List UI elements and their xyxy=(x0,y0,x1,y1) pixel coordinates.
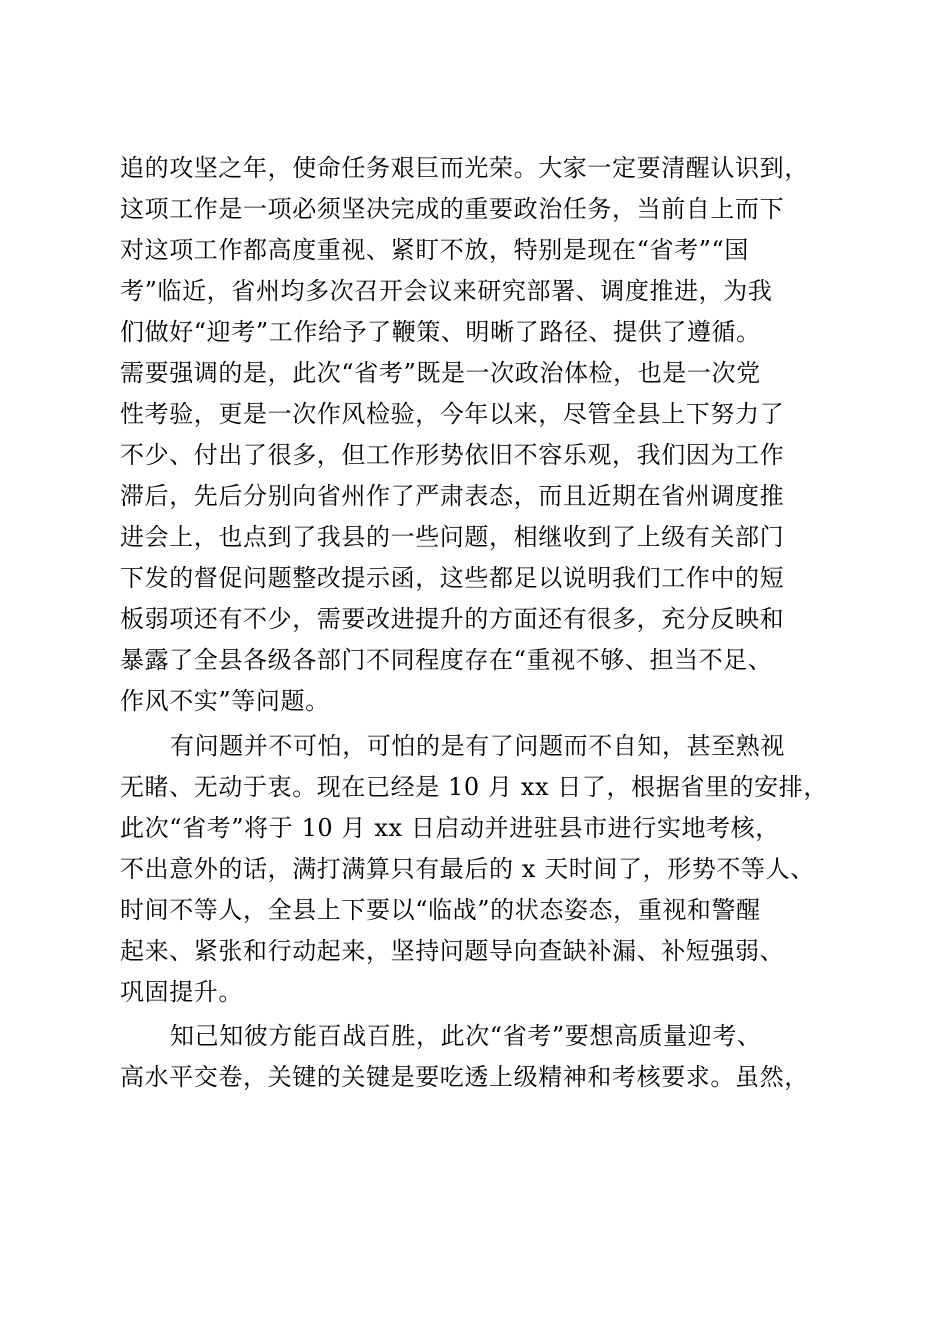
paragraph-1-line-11: 下发的督促问题整改提示函，这些都足以说明我们工作中的短 xyxy=(120,564,785,592)
paragraph-2-line-5: 时间不等人，全县上下要以“临战”的状态姿态，重视和警醒 xyxy=(120,896,761,924)
paragraph-1-line-12: 板弱项还有不少，需要改进提升的方面还有很多，充分反映和 xyxy=(120,605,785,633)
paragraph-2-line-3: 此次“省考”将于 10 月 xx 日启动并进驻县市进行实地考核， xyxy=(120,814,780,842)
paragraph-3-line-2: 高水平交卷，关键的关键是要吃透上级精神和考核要求。虽然， xyxy=(120,1063,809,1091)
paragraph-3-line-1: 知己知彼方能百战百胜，此次“省考”要想高质量迎考、 xyxy=(170,1022,762,1050)
paragraph-1-line-1: 追的攻坚之年，使命任务艰巨而光荣。大家一定要清醒认识到， xyxy=(120,154,809,182)
paragraph-1-line-3: 对这项工作都高度重视、紧盯不放，特别是现在“省考”“国 xyxy=(120,236,750,264)
paragraph-1-line-2: 这项工作是一项必须坚决完成的重要政治任务，当前自上而下 xyxy=(120,195,785,223)
paragraph-1-line-14: 作风不实”等问题。 xyxy=(120,687,330,715)
paragraph-1-line-10: 进会上，也点到了我县的一些问题，相继收到了上级有关部门 xyxy=(120,523,785,551)
paragraph-1-line-7: 性考验，更是一次作风检验，今年以来，尽管全县上下努力了 xyxy=(120,400,785,428)
paragraph-2-line-6: 起来、紧张和行动起来，坚持问题导向查缺补漏、补短强弱、 xyxy=(120,937,785,965)
paragraph-2-line-2: 无睹、无动于衷。现在已经是 10 月 xx 日了，根据省里的安排， xyxy=(120,773,828,801)
paragraph-1-line-9: 滞后，先后分别向省州作了严肃表态，而且近期在省州调度推 xyxy=(120,482,785,510)
paragraph-2-line-1: 有问题并不可怕，可怕的是有了问题而不自知，甚至熟视 xyxy=(170,732,785,760)
paragraph-2-line-7: 巩固提升。 xyxy=(120,978,243,1006)
paragraph-1-line-13: 暴露了全县各级各部门不同程度存在“重视不够、担当不足、 xyxy=(120,646,773,674)
paragraph-1-line-6: 需要强调的是，此次“省考”既是一次政治体检，也是一次党 xyxy=(120,359,761,387)
paragraph-1-line-4: 考”临近，省州均多次召开会议来研究部署、调度推进，为我 xyxy=(120,277,773,305)
paragraph-1-line-8: 不少、付出了很多，但工作形势依旧不容乐观，我们因为工作 xyxy=(120,441,785,469)
paragraph-1-line-5: 们做好“迎考”工作给予了鞭策、明晰了路径、提供了遵循。 xyxy=(120,318,761,346)
paragraph-2-line-4: 不出意外的话，满打满算只有最后的 x 天时间了，形势不等人、 xyxy=(120,855,815,883)
